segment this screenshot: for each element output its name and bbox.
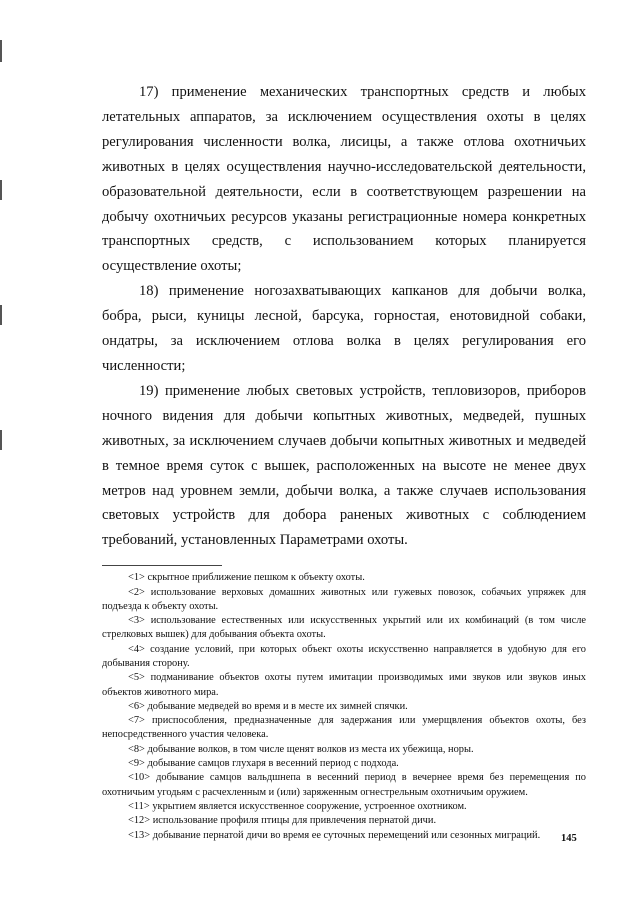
footnote-8: <8> добывание волков, в том числе щенят волков из места их убежища, норы.: [128, 743, 474, 755]
footnote-10: <10> добывание самцов вальдшнепа в весенний период в вечернее время без перемещения по охотничьим угодьям с расчехленным и (или) заряженным огнестрельным охотничьим оружием.: [102, 772, 586, 798]
footnote-7: <7> приспособления, предназначенные для задержания или умерщвления объектов охоты, без непосредственного участия человека.: [102, 715, 586, 741]
paragraph-19: 19) применение любых световых устройств, тепловизоров, приборов ночного видения для добычи копытных животных, медведей, пушных животных, за исключением случаев добычи копытных животных и медведей в темное время суток с вышек, расположенных на высоте не менее двух метров над уровнем земли, добычи волка, а также случаев использования световых устройств для добора раненых животных с соблюдением требований, установленных Параметрами охоты.: [102, 382, 586, 549]
footnote-6: <6> добывание медведей во время и в месте их зимней спячки.: [128, 700, 408, 712]
page-number: 145: [561, 833, 577, 844]
scan-edge-mark: [0, 40, 2, 62]
scan-edge-mark: [0, 180, 2, 200]
footnotes: [102, 571, 586, 843]
footnote-separator: [102, 565, 222, 566]
footnote-9: <9> добывание самцов глухаря в весенний период с подхода.: [128, 758, 399, 770]
scan-edge-mark: [0, 305, 2, 325]
document-page: [102, 80, 586, 843]
scan-edge-mark: [0, 430, 2, 450]
footnote-11: <11> укрытием является искусственное сооружение, устроенное охотником.: [128, 800, 467, 812]
paragraph-17: 17) применение механических транспортных средств и любых летательных аппаратов, за исключением осуществления охоты в целях регулирования численности волка, лисицы, а также отлова охотничьих животных в целях осуществления научно-исследовательской деятельности, образовательной деятельности, если в соответствующем разрешении на добычу охотничьих ресурсов указаны регистрационные номера конкретных транспортных средств, с использованием которых планируется осуществление охоты;: [102, 84, 586, 275]
footnote-13: <13> добывание пернатой дичи во время ее суточных перемещений или сезонных миграций.: [128, 829, 541, 841]
footnote-3: <3> использование естественных или искусственных укрытий или их комбинаций (в том числе стрелковых вышек) для добывания объекта охоты.: [102, 615, 586, 641]
footnote-1: <1> скрытное приближение пешком к объекту охоты.: [128, 572, 365, 584]
footnote-2: <2> использование верховых домашних животных или гужевых повозок, собачьих упряжек для подъезда к объекту охоты.: [102, 586, 586, 612]
footnote-12: <12> использование профиля птицы для привлечения пернатой дичи.: [128, 815, 437, 827]
footnote-4: <4> создание условий, при которых объект охоты искусственно направляется в удобную для его добывания сторону.: [102, 643, 586, 669]
footnote-5: <5> подманивание объектов охоты путем имитации производимых ими звуков или звуков иных объектов животного мира.: [102, 672, 586, 698]
paragraph-18: 18) применение ногозахватывающих капканов для добычи волка, бобра, рыси, куницы лесной, барсука, горностая, енотовидной собаки, ондатры, за исключением отлова волка в целях регулирования его численности;: [102, 283, 586, 374]
